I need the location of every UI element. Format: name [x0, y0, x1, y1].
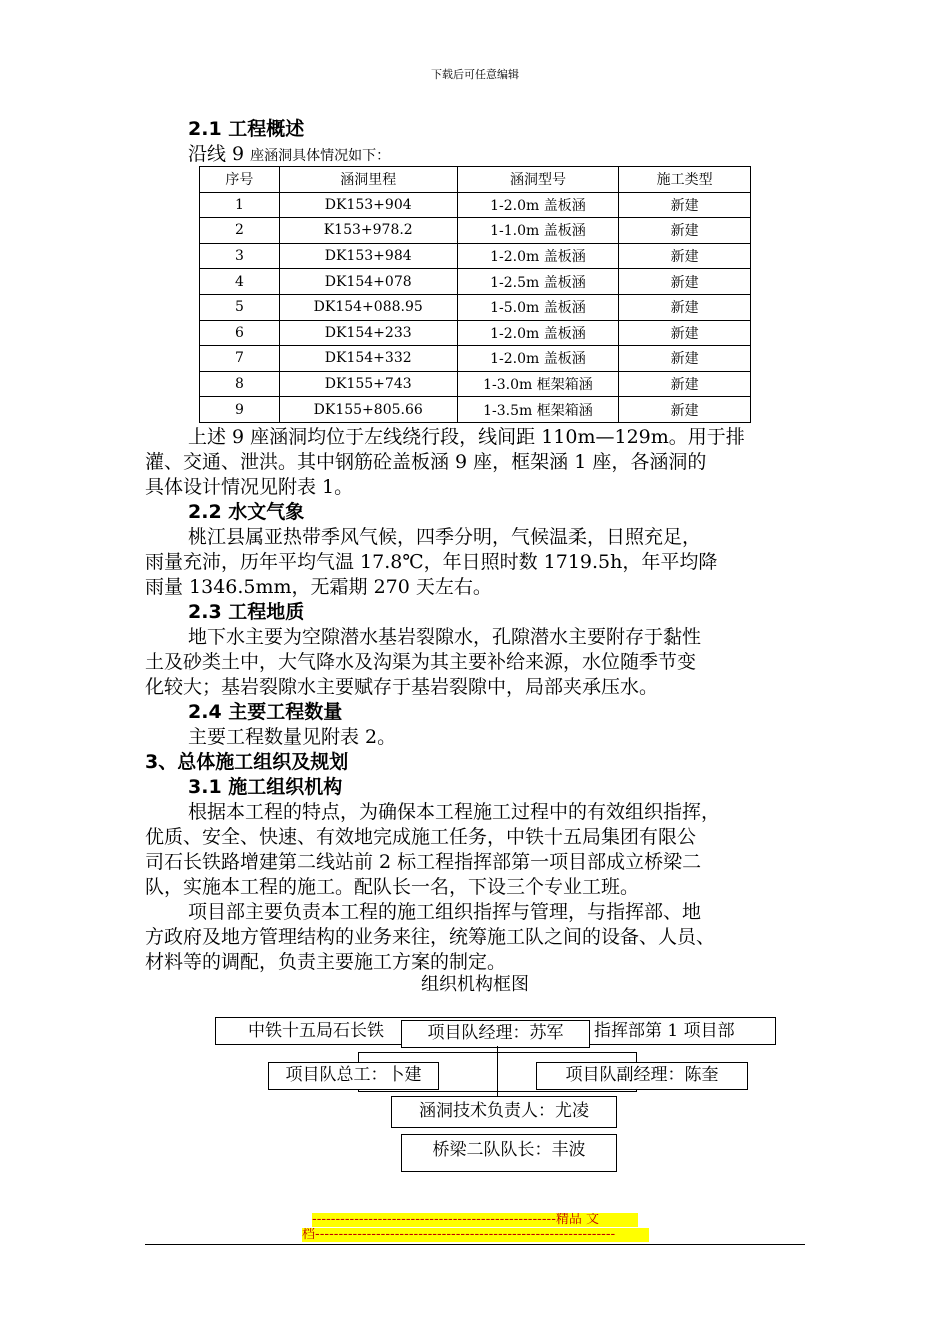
- org-team-lead-box: 桥梁二队队长：丰波: [401, 1134, 617, 1172]
- paragraph-line: 优质、安全、快速、有效地完成施工任务，中铁十五局集团有限公: [145, 826, 697, 848]
- cell-type: 1-2.0m 盖板涵: [457, 192, 619, 218]
- paragraph-line: 方政府及地方管理结构的业务来往，统筹施工队之间的设备、人员、: [145, 926, 716, 948]
- paragraph-line: 灌、交通、泄洪。其中钢筋砼盖板涵 9 座，框架涵 1 座，各涵洞的: [145, 451, 707, 473]
- cell-type: 1-2.5m 盖板涵: [457, 269, 619, 295]
- paragraph-line: 队，实施本工程的施工。配队长一名，下设三个专业工班。: [145, 876, 640, 898]
- cell-index: 7: [200, 346, 280, 372]
- cell-index: 4: [200, 269, 280, 295]
- org-connector: [497, 1046, 498, 1096]
- cell-construction: 新建: [619, 397, 751, 423]
- cell-index: 8: [200, 371, 280, 397]
- org-chart-title: 组织机构框图: [421, 974, 529, 995]
- table-row: [200, 192, 751, 218]
- cell-mileage: DK153+984: [279, 243, 457, 269]
- cell-construction: 新建: [619, 294, 751, 320]
- cell-mileage: DK154+233: [279, 320, 457, 346]
- col-header-mileage: 涵洞里程: [279, 167, 457, 193]
- paragraph-line: 根据本工程的特点，为确保本工程施工过程中的有效组织指挥，: [188, 801, 721, 823]
- cell-type: 1-2.0m 盖板涵: [457, 320, 619, 346]
- section-2-3-title: 2.3 工程地质: [188, 601, 305, 623]
- paragraph-line: 主要工程数量见附表 2。: [188, 726, 397, 748]
- table-row: [200, 320, 751, 346]
- cell-index: 9: [200, 397, 280, 423]
- footer-watermark-line1: ----------------------------------------------------精品 文: [312, 1213, 638, 1227]
- cell-mileage: DK154+078: [279, 269, 457, 295]
- cell-type: 1-5.0m 盖板涵: [457, 294, 619, 320]
- cell-construction: 新建: [619, 320, 751, 346]
- cell-type: 1-3.5m 框架箱涵: [457, 397, 619, 423]
- table-row: [200, 346, 751, 372]
- table-intro-prefix: 沿线 9: [188, 143, 251, 165]
- cell-mileage: DK153+904: [279, 192, 457, 218]
- col-header-type: 涵洞型号: [457, 167, 619, 193]
- table-row: [200, 269, 751, 295]
- paragraph-line: 地下水主要为空隙潜水基岩裂隙水，孔隙潜水主要附存于黏性: [188, 626, 702, 648]
- culvert-table: [199, 166, 751, 423]
- paragraph-line: 材料等的调配，负责主要施工方案的制定。: [145, 951, 507, 973]
- org-culvert-lead-box: 涵洞技术负责人：尤凌: [391, 1096, 617, 1128]
- paragraph-line: 上述 9 座涵洞均位于左线绕行段，线间距 110m—129m。用于排: [188, 426, 745, 448]
- cell-index: 1: [200, 192, 280, 218]
- cell-construction: 新建: [619, 218, 751, 244]
- paragraph-line: 桃江县属亚热带季风气候，四季分明，气候温柔，日照充足，: [188, 526, 702, 548]
- table-row: [200, 294, 751, 320]
- cell-construction: 新建: [619, 192, 751, 218]
- paragraph-line: 项目部主要负责本工程的施工组织指挥与管理，与指挥部、地: [188, 901, 702, 923]
- paragraph-line: 雨量充沛，历年平均气温 17.8℃，年日照时数 1719.5h，年平均降: [145, 551, 718, 573]
- cell-index: 2: [200, 218, 280, 244]
- cell-index: 3: [200, 243, 280, 269]
- section-2-1-title: 2.1 工程概述: [188, 118, 305, 140]
- paragraph-line: 具体设计情况见附表 1。: [145, 476, 354, 498]
- org-manager-box: 项目队经理：苏军: [401, 1020, 590, 1048]
- cell-mileage: DK154+332: [279, 346, 457, 372]
- section-2-4-title: 2.4 主要工程数量: [188, 701, 343, 723]
- table-intro-suffix: 座涵洞具体情况如下：: [250, 148, 391, 164]
- cell-type: 1-2.0m 盖板涵: [457, 346, 619, 372]
- table-intro: [188, 142, 390, 168]
- org-top-right-text: 指挥部第 1 项目部: [594, 1021, 735, 1041]
- paragraph-line: 司石长铁路增建第二线站前 2 标工程指挥部第一项目部成立桥梁二: [145, 851, 702, 873]
- cell-construction: 新建: [619, 269, 751, 295]
- table-row: [200, 218, 751, 244]
- paragraph-line: 雨量 1346.5mm，无霜期 270 天左右。: [145, 576, 492, 598]
- col-header-construction: 施工类型: [619, 167, 751, 193]
- table-header-row: [200, 167, 751, 193]
- cell-index: 5: [200, 294, 280, 320]
- table-row: [200, 371, 751, 397]
- cell-construction: 新建: [619, 243, 751, 269]
- org-top-left-text: 中铁十五局石长铁: [248, 1021, 384, 1041]
- org-deputy-manager-box: 项目队副经理：陈奎: [536, 1062, 748, 1090]
- page-header: 下载后可任意编辑: [431, 68, 519, 81]
- paragraph-line: 化较大；基岩裂隙水主要赋存于基岩裂隙中，局部夹承压水。: [145, 676, 659, 698]
- cell-mileage: DK155+805.66: [279, 397, 457, 423]
- section-3-1-title: 3.1 施工组织机构: [188, 776, 343, 798]
- table-row: [200, 397, 751, 423]
- cell-type: 1-1.0m 盖板涵: [457, 218, 619, 244]
- footer-rule: [145, 1244, 805, 1245]
- section-3-title: 3、总体施工组织及规划: [145, 751, 349, 773]
- cell-mileage: DK154+088.95: [279, 294, 457, 320]
- section-2-2-title: 2.2 水文气象: [188, 501, 305, 523]
- cell-construction: 新建: [619, 346, 751, 372]
- cell-mileage: DK155+743: [279, 371, 457, 397]
- paragraph-line: 土及砂类土中，大气降水及沟渠为其主要补给来源，水位随季节变: [145, 651, 697, 673]
- org-chief-engineer-box: 项目队总工：卜建: [268, 1062, 439, 1090]
- cell-construction: 新建: [619, 371, 751, 397]
- col-header-index: 序号: [200, 167, 280, 193]
- table-row: [200, 243, 751, 269]
- cell-type: 1-3.0m 框架箱涵: [457, 371, 619, 397]
- cell-index: 6: [200, 320, 280, 346]
- cell-type: 1-2.0m 盖板涵: [457, 243, 619, 269]
- footer-watermark-line2: 档----------------------------------------------------------------: [302, 1228, 649, 1242]
- cell-mileage: K153+978.2: [279, 218, 457, 244]
